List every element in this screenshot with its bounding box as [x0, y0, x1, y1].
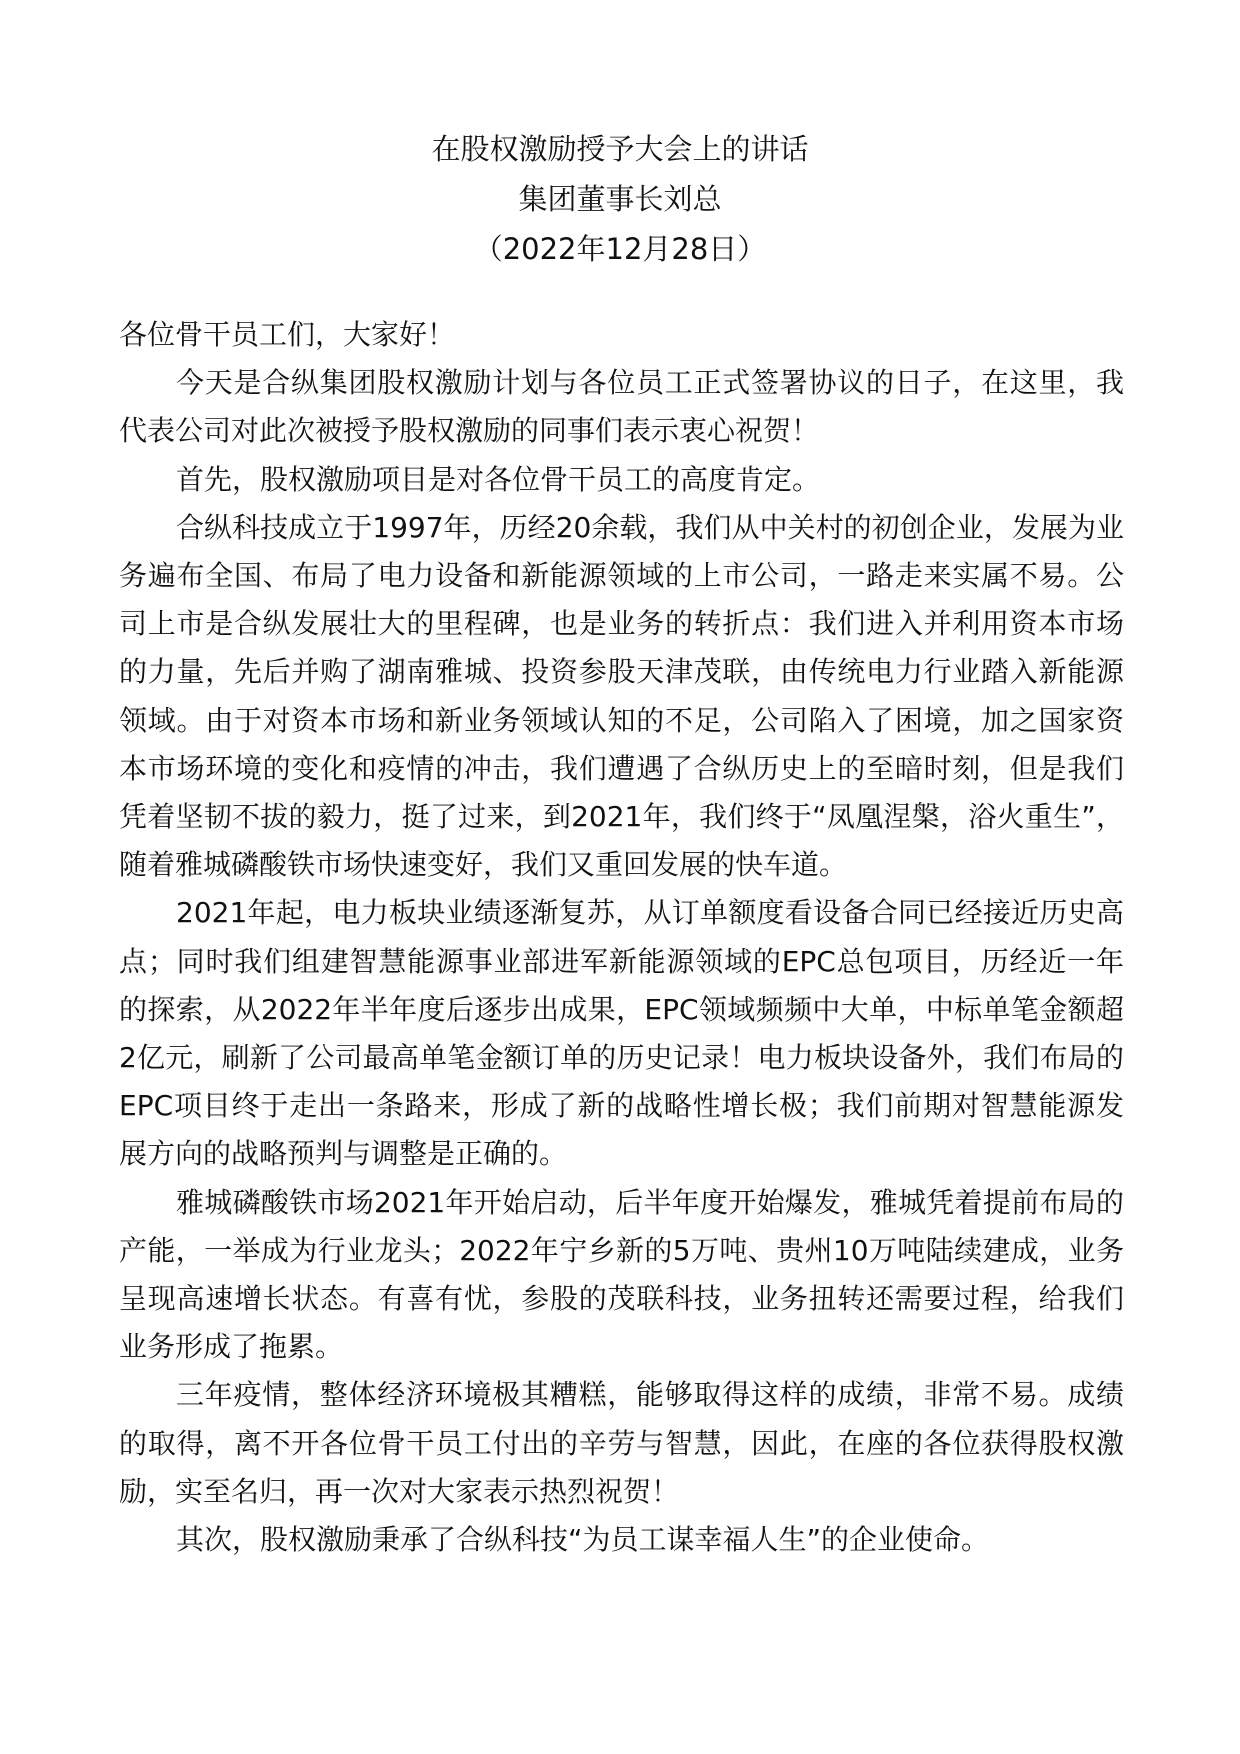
paragraph: 雅城磷酸铁市场2021年开始启动，后半年度开始爆发，雅城凭着提前布局的产能，一举成为行业龙头；2022年宁乡新的5万吨、贵州10万吨陆续建成，业务呈现高速增长状态。有喜有忧，参股的茂联科技，业务扭转还需要过程，给我们业务形成了拖累。: [119, 1185, 1124, 1364]
greeting: 各位骨干员工们，大家好！: [119, 318, 456, 351]
paragraph: 三年疫情，整体经济环境极其糟糕，能够取得这样的成绩，非常不易。成绩的取得，离不开各位骨干员工付出的辛劳与智慧，因此，在座的各位获得股权激励，实至名归，再一次对大家表示热烈祝贺！: [119, 1378, 1124, 1508]
speaker-line: 集团董事长刘总: [518, 182, 722, 216]
paragraph: 2021年起，电力板块业绩逐渐复苏，从订单额度看设备合同已经接近历史高点；同时我们组建智慧能源事业部进军新能源领域的EPC总包项目，历经近一年的探索，从2022年半年度后逐步出成果，EPC领域频频中大单，中标单笔金额超2亿元，刷新了公司最高单笔金额订单的历史记录！电力板块设备外，我们布局的EPC项目终于走出一条路来，形成了新的战略性增长极；我们前期对智慧能源发展方向的战略预判与调整是正确的。: [119, 896, 1124, 1171]
paragraph: 今天是合纵集团股权激励计划与各位员工正式签署协议的日子，在这里，我代表公司对此次被授予股权激励的同事们表示衷心祝贺！: [119, 366, 1124, 448]
paragraph: 其次，股权激励秉承了合纵科技“为员工谋幸福人生”的企业使命。: [176, 1523, 990, 1557]
paragraph: 合纵科技成立于1997年，历经20余载，我们从中关村的初创企业，发展为业务遍布全国、布局了电力设备和新能源领域的上市公司，一路走来实属不易。公司上市是合纵发展壮大的里程碑，也是业务的转折点：我们进入并利用资本市场的力量，先后并购了湖南雅城、投资参股天津茂联，由传统电力行业踏入新能源领域。由于对资本市场和新业务领域认知的不足，公司陷入了困境，加之国家资本市场环境的变化和疫情的冲击，我们遭遇了合纵历史上的至暗时刻，但是我们凭着坚韧不拔的毅力，挺了过来，到2021年，我们终于“凤凰涅槃，浴火重生”，随着雅城磷酸铁市场快速变好，我们又重回发展的快车道。: [119, 510, 1124, 882]
speech-body: [119, 311, 1124, 1564]
speech-title: 在股权激励授予大会上的讲话: [431, 132, 809, 166]
speech-date: （2022年12月28日）: [473, 232, 767, 266]
speech-header: [0, 124, 1240, 274]
paragraph: 首先，股权激励项目是对各位骨干员工的高度肯定。: [176, 462, 821, 496]
